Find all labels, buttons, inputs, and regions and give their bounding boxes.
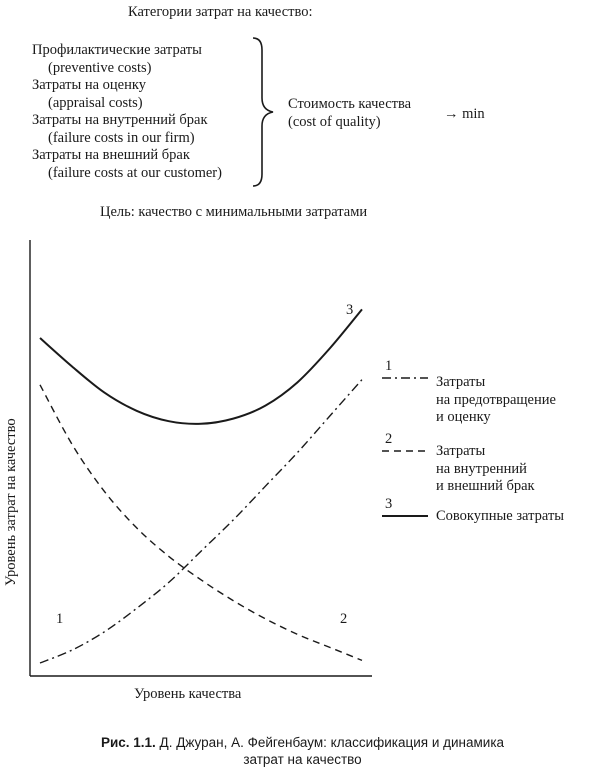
series-1-line: [40, 380, 362, 663]
curve-label-2: 2: [340, 611, 348, 627]
category-appraisal: Затраты на оценку: [32, 77, 146, 93]
legend-3-line-1: Совокупные затраты: [436, 508, 565, 524]
legend-1-line-1: Затраты: [436, 374, 486, 390]
cost-of-quality: [288, 96, 411, 132]
category-internal-failure-en: (failure costs in our firm): [48, 129, 195, 146]
cost-categories-list: [32, 42, 222, 182]
curve-label-1: 1: [56, 611, 64, 627]
legend-num-3: 3: [385, 496, 393, 512]
legend-2-line-2: на внутренний: [436, 460, 527, 477]
legend-num-1: 1: [385, 358, 393, 374]
curly-brace-icon: [247, 36, 277, 188]
arrow-min: → min: [444, 106, 485, 122]
series-3-line: [40, 309, 362, 423]
category-external-failure: Затраты на внешний брак: [32, 147, 190, 163]
figure-caption: [0, 734, 605, 768]
categories-title: Категории затрат на качество:: [128, 4, 313, 20]
x-axis-label: Уровень качества: [134, 686, 242, 702]
cost-of-quality-ru: Стоимость качества: [288, 96, 412, 112]
curve-label-3: 3: [346, 302, 354, 318]
caption-line-2: затрат на качество: [243, 752, 362, 767]
y-axis-label: Уровень затрат на качество: [3, 418, 19, 586]
category-preventive-en: (preventive costs): [48, 59, 152, 76]
legend-num-2: 2: [385, 431, 393, 447]
series-2-line: [40, 385, 362, 661]
legend-text-2: [436, 443, 535, 496]
category-preventive: Профилактические затраты: [32, 42, 202, 58]
caption-line-1: Д. Джуран, А. Фейгенбаум: классификация и динамика: [155, 735, 505, 750]
legend-2-line-3: и внешний брак: [436, 478, 535, 494]
legend: [382, 358, 428, 516]
caption-label: Рис. 1.1.: [100, 735, 156, 750]
legend-text-1: [436, 374, 556, 427]
legend-1-line-2: на предотвращение: [436, 391, 556, 408]
category-internal-failure: Затраты на внутренний брак: [32, 112, 208, 128]
category-appraisal-en: (appraisal costs): [48, 94, 143, 111]
legend-text-3: [436, 508, 564, 526]
legend-2-line-1: Затраты: [436, 443, 486, 459]
cost-of-quality-en: (cost of quality): [288, 114, 381, 130]
legend-1-line-3: и оценку: [436, 409, 491, 425]
goal-text: Цель: качество с минимальными затратами: [100, 204, 368, 220]
category-external-failure-en: (failure costs at our customer): [48, 164, 222, 181]
